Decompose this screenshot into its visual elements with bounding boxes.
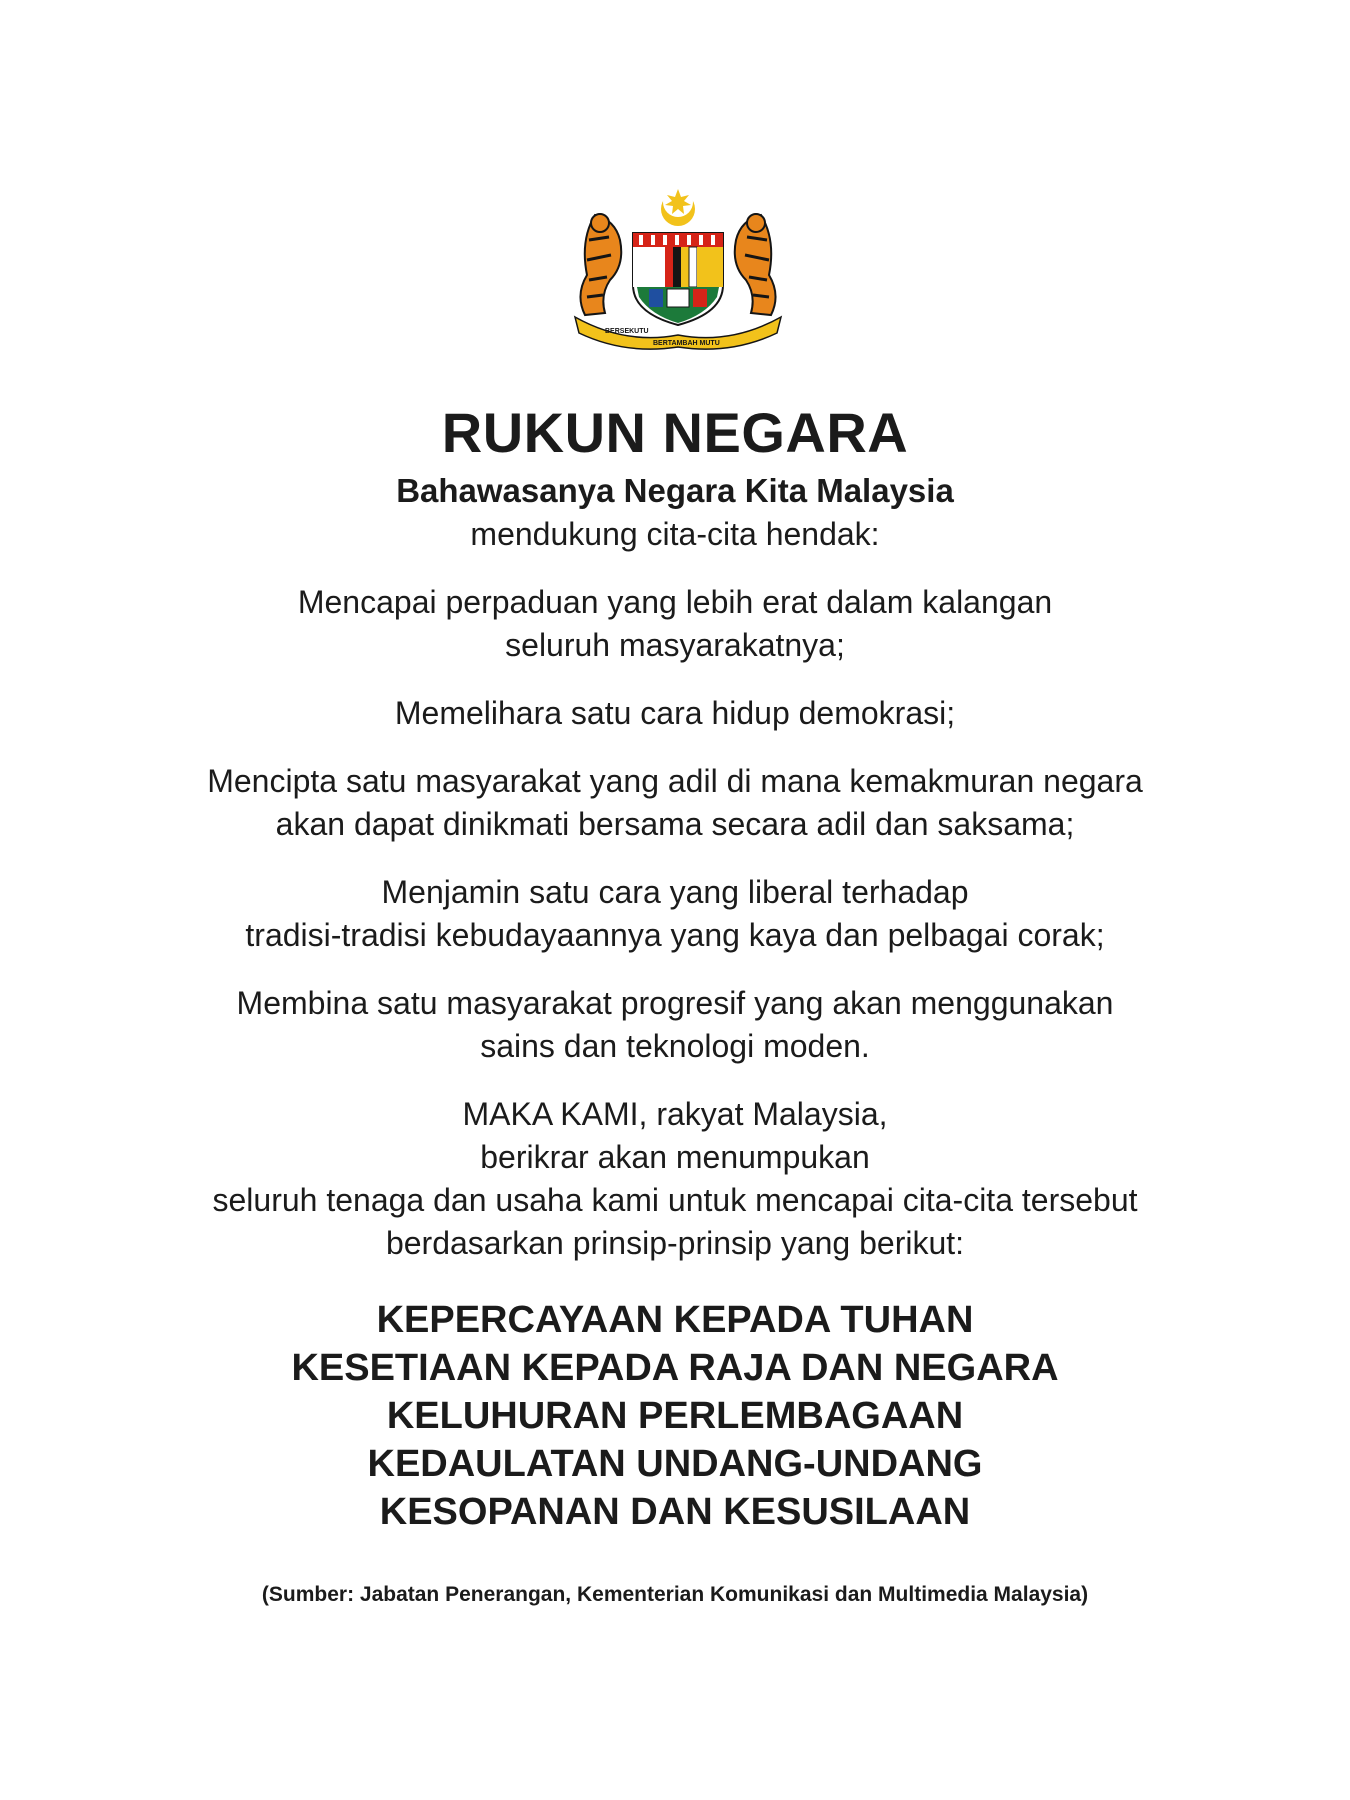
aim-1-line-1: Mencapai perpaduan yang lebih erat dalam kalangan xyxy=(297,584,1053,620)
aim-5-line-1: Membina satu masyarakat progresif yang akan menggunakan xyxy=(236,985,1114,1021)
tiger-right-icon xyxy=(735,214,776,315)
principle-4: KEDAULATAN UNDANG-UNDANG xyxy=(367,1443,983,1485)
principle-1: KEPERCAYAAN KEPADA TUHAN xyxy=(376,1299,974,1341)
pledge-line-4: berdasarkan prinsip-prinsip yang berikut: xyxy=(385,1225,965,1261)
principle-2: KESETIAAN KEPADA RAJA DAN NEGARA xyxy=(291,1347,1059,1389)
scroll-left-text: BERSEKUTU xyxy=(605,328,649,335)
page-subtitle: Bahawasanya Negara Kita Malaysia xyxy=(396,472,954,509)
aim-5-line-2: sains dan teknologi moden. xyxy=(480,1028,870,1064)
pledge-line-1: MAKA KAMI, rakyat Malaysia, xyxy=(462,1096,888,1132)
aim-1-line-2: seluruh masyarakatnya; xyxy=(505,627,845,663)
aim-3-line-2: akan dapat dinikmati bersama secara adil dan saksama; xyxy=(275,806,1075,842)
principle-3: KELUHURAN PERLEMBAGAAN xyxy=(386,1395,964,1437)
aim-4-line-1: Menjamin satu cara yang liberal terhadap xyxy=(381,874,969,910)
aim-4-line-2: tradisi-tradisi kebudayaannya yang kaya dan pelbagai corak; xyxy=(245,917,1105,953)
coat-of-arms-of-malaysia-icon xyxy=(565,185,791,355)
shield-icon xyxy=(633,233,723,325)
pledge-line-2: berikrar akan menumpukan xyxy=(480,1139,870,1175)
pledge-line-3: seluruh tenaga dan usaha kami untuk mencapai cita-cita tersebut xyxy=(212,1182,1138,1218)
tiger-left-icon xyxy=(580,214,621,315)
source-note: (Sumber: Jabatan Penerangan, Kementerian Komunikasi dan Multimedia Malaysia) xyxy=(261,1583,1089,1606)
aim-3-line-1: Mencipta satu masyarakat yang adil di mana kemakmuran negara xyxy=(207,763,1143,799)
page-title: RUKUN NEGARA xyxy=(441,401,909,464)
principle-5: KESOPANAN DAN KESUSILAAN xyxy=(379,1491,971,1533)
scroll-center-text: BERTAMBAH MUTU xyxy=(653,340,720,347)
aim-2-line-1: Memelihara satu cara hidup demokrasi; xyxy=(394,695,956,731)
intro-line: mendukung cita-cita hendak: xyxy=(470,516,880,552)
